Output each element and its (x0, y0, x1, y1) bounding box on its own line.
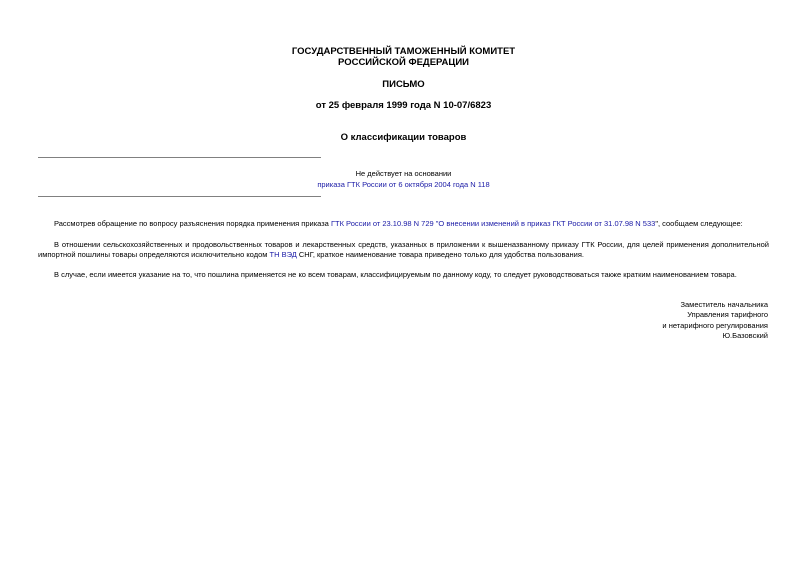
signatory-name: Ю.Базовский (722, 331, 768, 341)
body-paragraph-2 (38, 240, 769, 260)
signature-position-line2: Управления тарифного (687, 310, 768, 320)
status-text: Не действует на основании (355, 169, 452, 178)
p1-text-start: Рассмотрев обращение по вопросу разъяснения порядка применения приказа (54, 219, 331, 228)
order-533-link[interactable]: приказ ГКТ России от 31.07.98 N 533 (527, 219, 656, 228)
p2-text-start: В отношении сельскохозяйственных и продовольственных товаров и лекарственных средств, указанных в приложении к вышеназванному приказу ГТК России, для целей применения дополнительной импортной пошлины товары определяются исключительно кодом (38, 240, 769, 259)
signature-position-line3: и нетарифного регулирования (662, 320, 768, 330)
amendment-title-link[interactable]: "О внесении изменений в (435, 219, 526, 228)
signature-block (662, 300, 768, 342)
agency-name-line1: ГОСУДАРСТВЕННЫЙ ТАМОЖЕННЫЙ КОМИТЕТ (291, 46, 516, 57)
body-paragraph-3: В случае, если имеется указание на то, что пошлина применяется не ко всем товарам, классифицируемым по данному коду, то следует руководствоваться также кратким наименованием товара. (54, 270, 737, 279)
tn-ved-link[interactable]: ТН ВЭД (269, 250, 297, 259)
status-top-divider (38, 157, 321, 158)
p2-text-end: СНГ, краткое наименование товара приведено только для удобства пользования. (296, 250, 584, 259)
status-repeal-link[interactable]: приказа ГТК России от 6 октября 2004 года N 118 (317, 180, 490, 189)
signature-position-line1: Заместитель начальника (680, 300, 768, 309)
status-bottom-divider (38, 196, 321, 197)
document-date-number: от 25 февраля 1999 года N 10-07/6823 (315, 100, 492, 111)
order-729-link[interactable]: ГТК России от 23.10.98 N 729 (330, 219, 434, 228)
body-paragraph-1 (38, 219, 769, 229)
p1-text-end: ", сообщаем следующее: (655, 219, 743, 228)
document-type: ПИСЬМО (382, 79, 425, 90)
agency-name-line2: РОССИЙСКОЙ ФЕДЕРАЦИИ (337, 57, 469, 68)
status-line2 (0, 180, 807, 190)
document-title: О классификации товаров (340, 132, 467, 143)
